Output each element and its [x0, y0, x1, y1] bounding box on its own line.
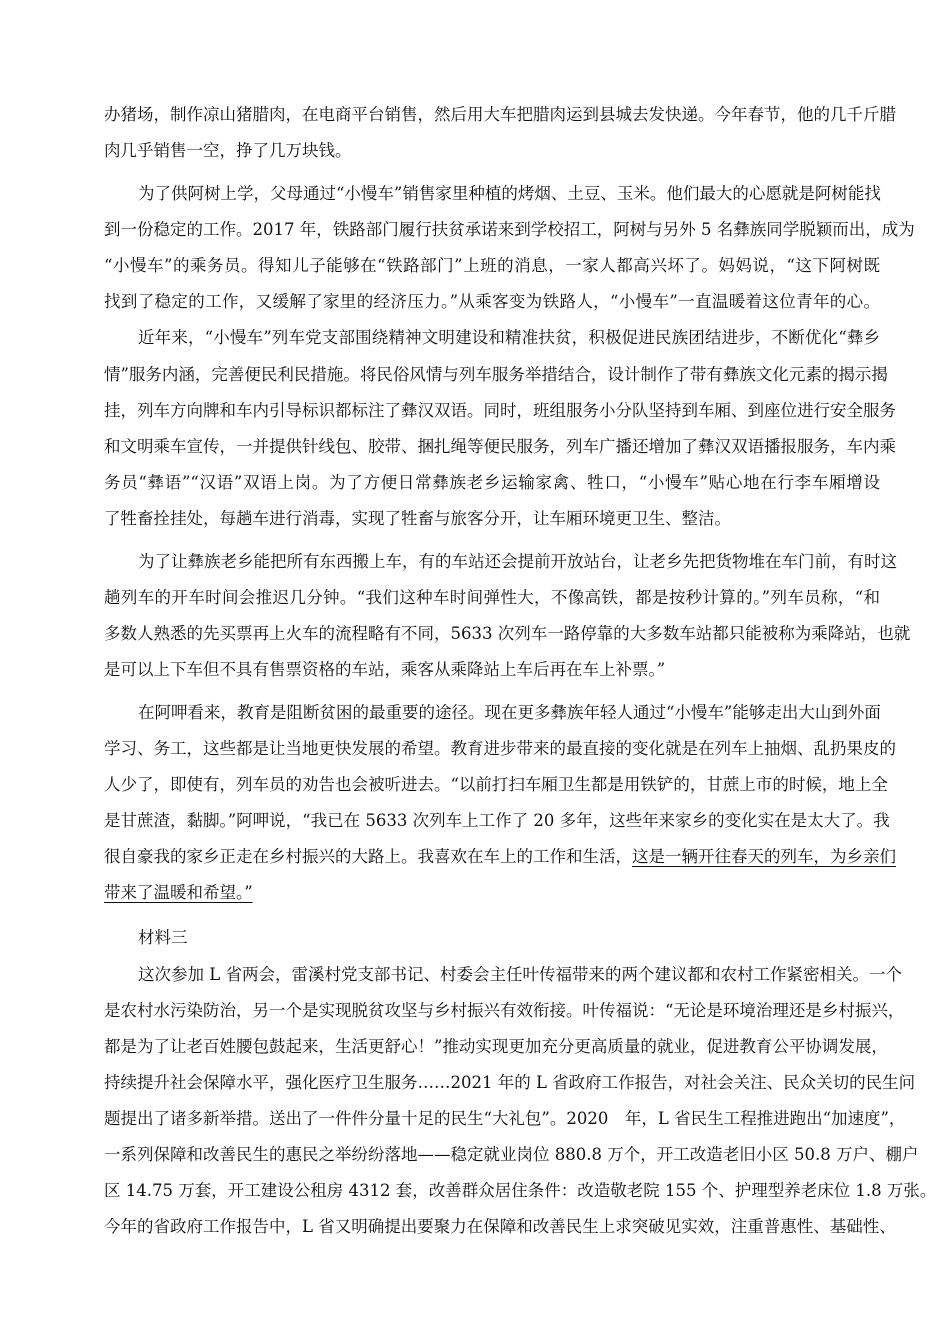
- text-line: 持续提升社会保障水平，强化医疗卫生服务……2021 年的 L 省政府工作报告，对社会关注、民众关切的民生问: [104, 1073, 916, 1092]
- text-line: 多数人熟悉的先买票再上火车的流程略有不同，5633 次列车一路停靠的大多数车站都只能被称为乘降站，也就: [104, 624, 911, 643]
- section-heading: 材料三: [138, 928, 188, 947]
- text-line: 今年的省政府工作报告中，L 省又明确提出要聚力在保障和改善民生上求突破见实效，注重普惠性、基础性、: [104, 1217, 896, 1236]
- text-line: “小慢车”的乘务员。得知儿子能够在“铁路部门”上班的消息，一家人都高兴坏了。妈妈说，“这下阿树既: [104, 256, 880, 275]
- text-line: 这次参加 L 省两会，雷溪村党支部书记、村委会主任叶传福带来的两个建议都和农村工作紧密相关。一个: [138, 965, 902, 984]
- text-line: 挂，列车方向牌和车内引导标识都标注了彝汉双语。同时，班组服务小分队坚持到车厢、到座位进行安全服务: [104, 401, 896, 420]
- text-line: 都是为了让老百姓腰包鼓起来，生活更舒心！”推动实现更加充分更高质量的就业，促进教育公平协调发展，: [104, 1037, 888, 1056]
- underlined-sentence: 带来了温暖和希望。”: [104, 883, 253, 902]
- text-line: 找到了稳定的工作，又缓解了家里的经济压力。”从乘客变为铁路人，“小慢车”一直温暖着这位青年的心。: [104, 292, 880, 311]
- text-line: 为了让彝族老乡能把所有东西搬上车，有的车站还会提前开放站台，让老乡先把货物堆在车门前，有时这: [138, 552, 897, 571]
- text-line: 到一份稳定的工作。2017 年，铁路部门履行扶贫承诺来到学校招工，阿树与另外 5 名彝族同学脱颖而出，成为: [104, 220, 915, 239]
- text-span: 很自豪我的家乡正走在乡村振兴的大路上。我喜欢在车上的工作和生活，: [104, 847, 632, 866]
- text-line: 和文明乘车宣传，一并提供针线包、胶带、捆扎绳等便民服务，列车广播还增加了彝汉双语播报服务，车内乘: [104, 437, 896, 456]
- text-line: 情”服务内涵，完善便民利民措施。将民俗风情与列车服务举措结合，设计制作了带有彝族文化元素的揭示揭: [104, 365, 888, 384]
- text-line: 趟列车的开车时间会推迟几分钟。“我们这种车时间弹性大，不像高铁，都是按秒计算的。”列车员称，“和: [104, 588, 880, 607]
- text-line: 肉几乎销售一空，挣了几万块钱。: [104, 141, 352, 160]
- text-line: 是农村水污染防治，另一个是实现脱贫攻坚与乡村振兴有效衔接。叶传福说：“无论是环境治理还是乡村振兴，: [104, 1001, 905, 1020]
- text-line: 为了供阿树上学，父母通过“小慢车”销售家里种植的烤烟、土豆、玉米。他们最大的心愿就是阿树能找: [138, 184, 881, 203]
- text-line: 一系列保障和改善民生的惠民之举纷纷落地——稳定就业岗位 880.8 万个，开工改造老旧小区 50.8 万户、棚户: [104, 1145, 919, 1164]
- text-line: 学习、务工，这些都是让当地更快发展的希望。教育进步带来的最直接的变化就是在列车上抽烟、乱扔果皮的: [104, 739, 896, 758]
- text-line: 了牲畜拴挂处，每趟车进行消毒，实现了牲畜与旅客分开，让车厢环境更卫生、整洁。: [104, 509, 731, 528]
- text-line: 是可以上下车但不具有售票资格的车站，乘客从乘降站上车后再在车上补票。”: [104, 660, 666, 679]
- text-line-with-underline: [104, 842, 896, 872]
- text-line: [104, 878, 880, 908]
- underlined-sentence: 这是一辆开往春天的列车，为乡亲们: [632, 847, 896, 866]
- text-line: 人少了，即使有，列车员的劝告也会被听进去。“以前打扫车厢卫生都是用铁铲的，甘蔗上市的时候，地上全: [104, 775, 888, 794]
- text-line: 近年来，“小慢车”列车党支部围绕精神文明建设和精准扶贫，积极促进民族团结进步，不断优化“彝乡: [138, 328, 880, 347]
- text-line: 务员“彝语”“汉语”双语上岗。为了方便日常彝族老乡运输家禽、牲口，“小慢车”贴心地在行李车厢增设: [104, 473, 880, 492]
- text-line: 在阿呷看来，教育是阻断贫困的最重要的途径。现在更多彝族年轻人通过“小慢车”能够走出大山到外面: [138, 703, 881, 722]
- text-line: 办猪场，制作凉山猪腊肉，在电商平台销售，然后用大车把腊肉运到县城去发快递。今年春节，他的几千斤腊: [104, 105, 896, 124]
- text-line: 是甘蔗渣，黏脚。”阿呷说，“我已在 5633 次列车上工作了 20 多年，这些年来家乡的变化实在是太大了。我: [104, 811, 890, 830]
- text-line: 区 14.75 万套，开工建设公租房 4312 套，改善群众居住条件：改造敬老院 155 个、护理型养老床位 1.8 万张。: [104, 1181, 937, 1200]
- text-line: 题提出了诸多新举措。送出了一件件分量十足的民生“大礼包”。2020 年，L 省民生工程推进跑出“加速度”，: [104, 1109, 906, 1128]
